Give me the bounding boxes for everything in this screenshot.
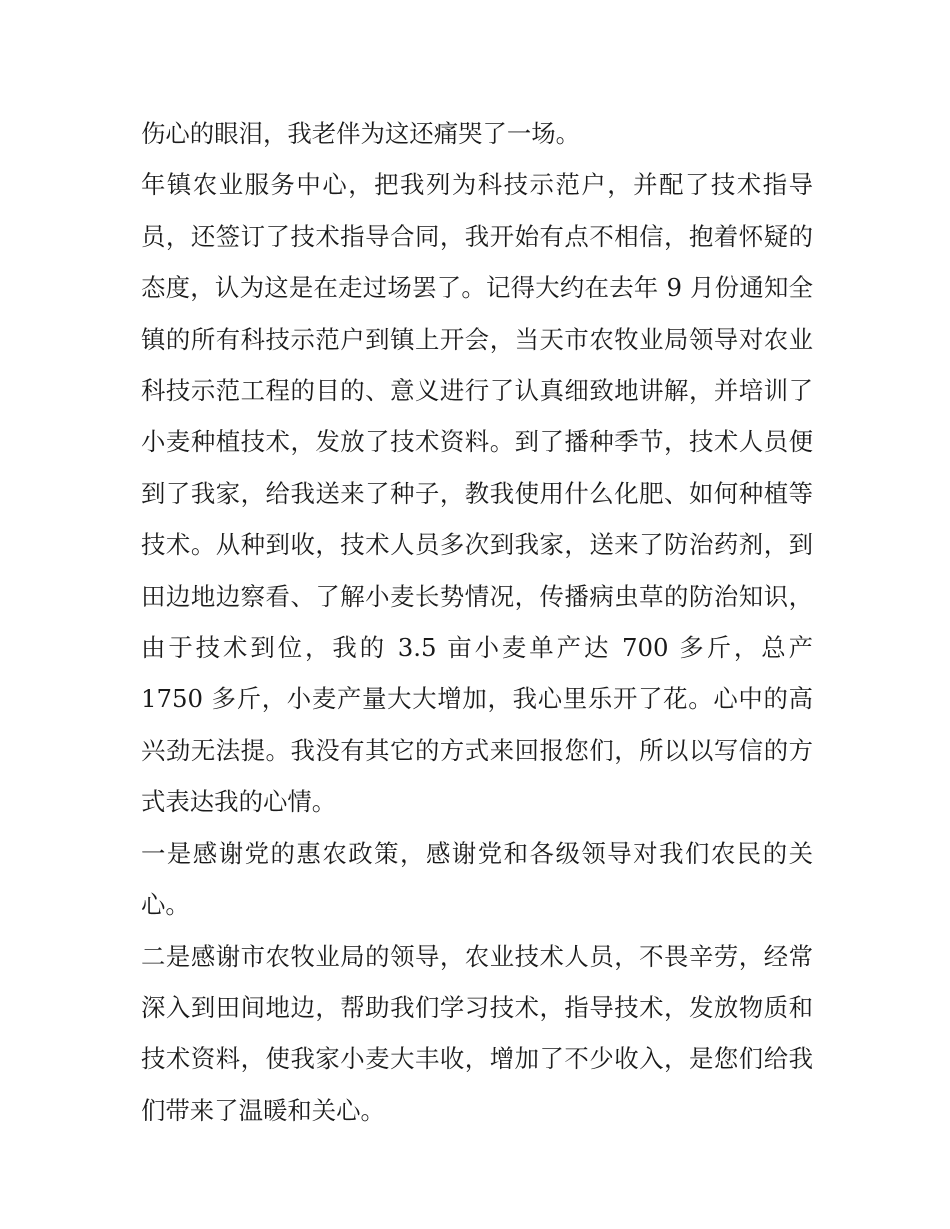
paragraph-3: 一是感谢党的惠农政策，感谢党和各级领导对我们农民的关心。: [141, 838, 813, 920]
letter-body: [141, 108, 813, 1136]
paragraph-1: 伤心的眼泪，我老伴为这还痛哭了一场。: [141, 119, 581, 148]
paragraph-2: 年镇农业服务中心，把我列为科技示范户，并配了技术指导员，还签订了技术指导合同，我开始有点不相信，抱着怀疑的态度，认为这是在走过场罢了。记得大约在去年 9 月份通知全镇的所有科技示范户到镇上开会，当天市农牧业局领导对农业科技示范工程的目的、意义进行了认真细致地讲解，并培训了小麦种植技术，发放了技术资料。到了播种季节，技术人员便到了我家，给我送来了种子，教我使用什么化肥、如何种植等技术。从种到收，技术人员多次到我家，送来了防治药剂，到田边地边察看、了解小麦长势情况，传播病虫草的防治知识，由于技术到位，我的 3.5 亩小麦单产达 700 多斤，总产 1750 多斤，小麦产量大大增加，我心里乐开了花。心中的高兴劲无法提。我没有其它的方式来回报您们，所以以写信的方式表达我的心情。: [141, 170, 813, 817]
paragraph-4: 二是感谢市农牧业局的领导，农业技术人员，不畏辛劳，经常深入到田间地边，帮助我们学习技术，指导技术，发放物质和技术资料，使我家小麦大丰收，增加了不少收入，是您们给我们带来了温暖和关心。: [141, 941, 813, 1125]
